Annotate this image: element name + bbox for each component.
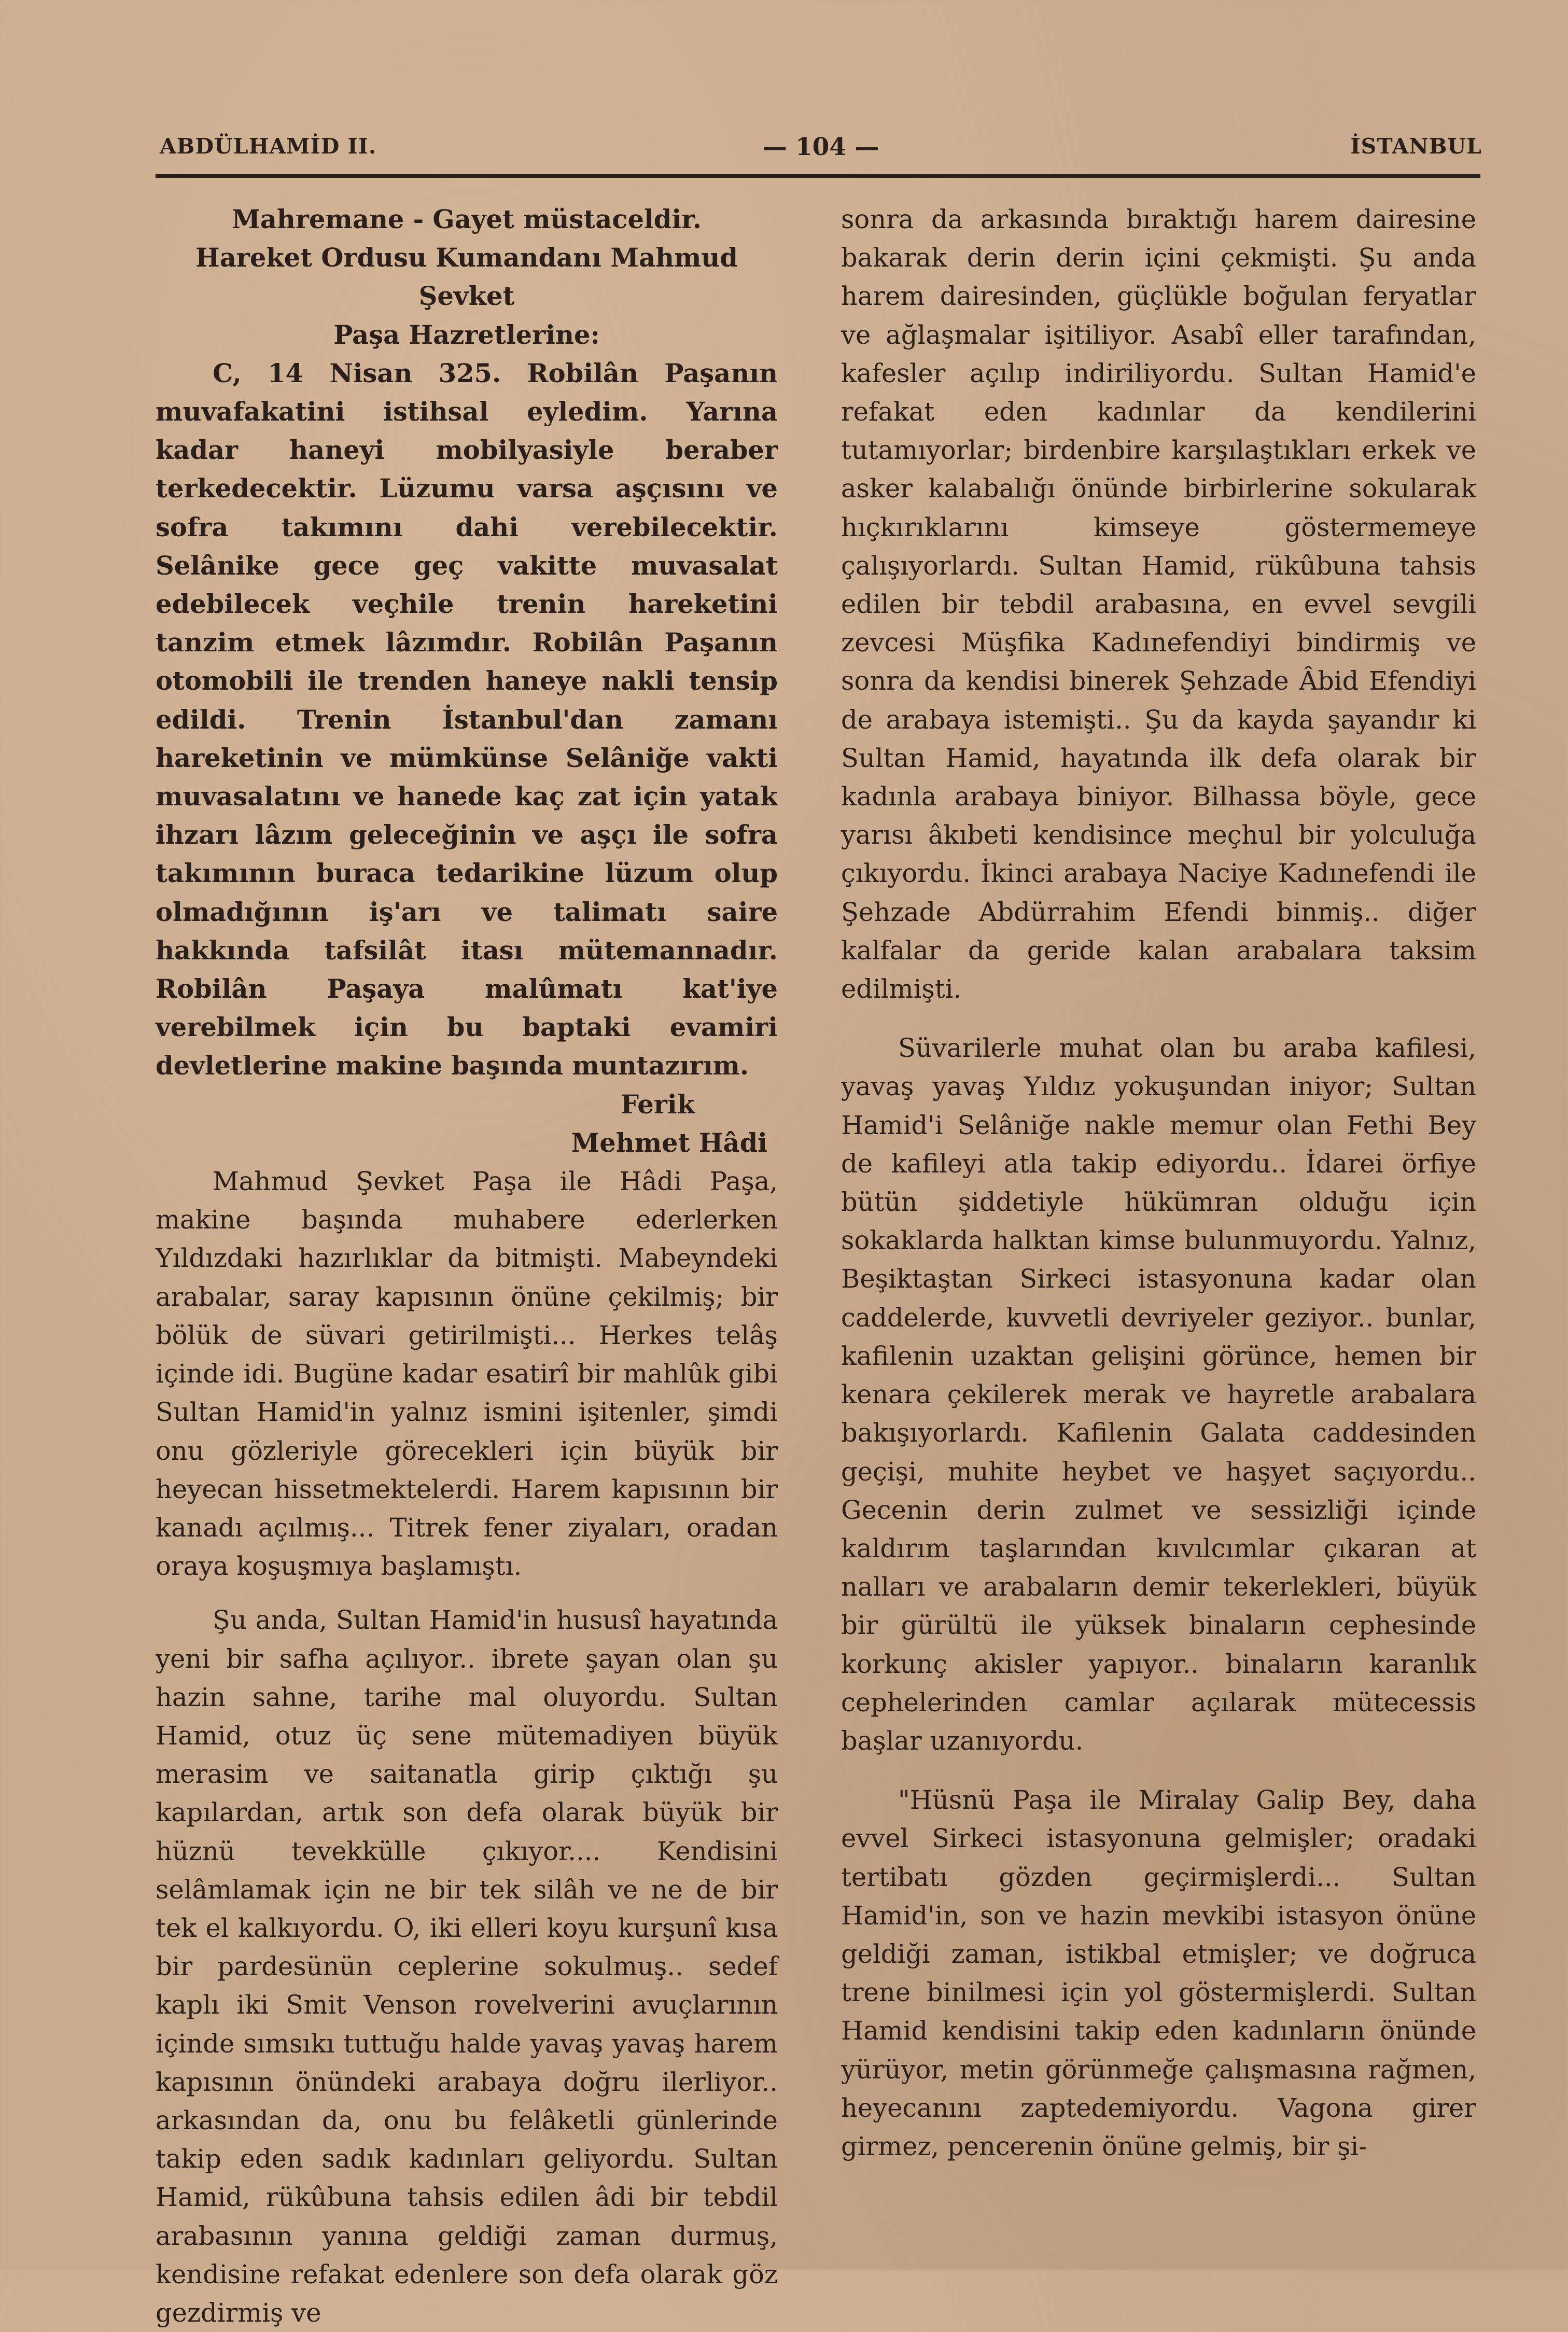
telegram-body: C, 14 Nisan 325. Robilân Paşanın muvafakatini istihsal eyledim. Yarına kadar haneyi mobilyasiyle beraber terkedecektir. Lüzumu varsa aşçısını ve sofra takımını dahi verebilecektir. Selânike gece geç vakitte muvasalat edebilecek veçhile trenin hareketini tanzim etmek lâzımdır. Robilân Paşanın otomobili ile trenden haneye nakli tensip edildi. Trenin İstanbul'dan zamanı hareketinin ve mümkünse Selâniğe vakti muvasalatını ve hanede kaç zat için yatak ihzarı lâzım geleceğinin ve aşçı ile sofra takımının buraca tedarikine lüzum olup olmadığının iş'arı ve talimatı saire hakkında tafsilât itası mütemannadır. Robilân Paşaya malûmatı kat'iye verebilmek için bu baptaki evamiri devletlerine makine başında muntazırım. [156,358,778,1081]
right-paragraph-2: Süvarilerle muhat olan bu araba kafilesi, yavaş yavaş Yıldız yokuşundan iniyor; Sultan Hamid'i Selâniğe nakle memur olan Fethi Bey de kafileyi atla takip ediyordu.. İdarei örfiye bütün şiddetiyle hükümran olduğu için sokaklarda halktan kimse bulunmuyordu. Yalnız, Beşiktaştan Sirkeci istasyonuna kadar olan caddelerde, kuvvetli devriyeler geziyor.. bunlar, kafilenin uzaktan gelişini görünce, hemen bir kenara çekilerek merak ve hayretle arabalara bakışıyorlardı. Kafilenin Galata caddesinden geçişi, muhite heybet ve haşyet saçıyordu.. Gecenin derin zulmet ve sessizliği içinde kaldırım taşlarından kıvılcımlar çıkaran at nalları ve arabaların demir tekerlekleri, büyük bir gürültü ile yüksek binaların cephesinde korkunç akisler yapıyor.. binaların karanlık cephelerinden camlar açılarak mütecessis başlar uzanıyordu. [841,1033,1476,1756]
telegram-heading-line-3: Paşa Hazretlerine: [333,319,600,350]
header-rule [156,174,1480,178]
running-header [160,134,1482,165]
right-paragraph-3: "Hüsnü Paşa ile Miralay Galip Bey, daha evvel Sirkeci istasyonuna gelmişler; oradaki tertibatı gözden geçirmişlerdi... Sultan Hamid'in, son ve hazin mevkibi istasyon önüne geldiği zaman, istikbal etmişler; ve doğruca trene binilmesi için yol göstermişlerdi. Sultan Hamid kendisini takip eden kadınların önünde yürüyor, metin görünmeğe çalışmasına rağmen, heyecanını zaptedemiyordu. Vagona girer girmez, pencerenin önüne gelmiş, bir şi- [841,1785,1476,2161]
telegram-heading-line-2: Hareket Ordusu Kumandanı Mahmud Şevket [195,243,738,312]
left-column [156,200,778,2332]
right-paragraph-1: sonra da arkasında bıraktığı harem dairesine bakarak derin derin içini çekmişti. Şu anda harem dairesinden, güçlükle boğulan feryatlar ve ağlaşmalar işitiliyor. Asabî eller tarafından, kafesler açılıp indiriliyordu. Sultan Hamid'e refakat eden kadınlar da kendilerini tutamıyorlar; birdenbire karşılaştıkları erkek ve asker kalabalığı önünde birbirlerine sokularak hıçkırıklarını kimseye göstermemeye çalışıyorlardı. Sultan Hamid, rükûbuna tahsis edilen bir tebdil arabasına, en evvel sevgili zevcesi Müşfika Kadınefendiyi bindirmiş ve sonra da kendisi binerek Şehzade Âbid Efendiyi de arabaya istemişti.. Şu da kayda şayandır ki Sultan Hamid, hayatında ilk defa olarak bir kadınla arabaya biniyor. Bilhassa böyle, gece yarısı âkıbeti kendisince meçhul bir yolculuğa çıkıyordu. İkinci arabaya Naciye Kadınefendi ile Şehzade Abdürrahim Efendi binmiş.. diğer kalfalar da geride kalan arabalara taksim edilmişti. [841,204,1476,1004]
signature-rank: Ferik [620,1089,695,1120]
page-number: — 104 — [762,133,879,161]
signature-name: Mehmet Hâdi [571,1127,767,1158]
header-right-title: İSTANBUL [1350,134,1482,159]
header-left-title: ABDÜLHAMİD II. [160,134,377,159]
telegram-heading-line-1: Mahremane - Gayet müstaceldir. [232,204,702,234]
left-paragraph-1: Mahmud Şevket Paşa ile Hâdi Paşa, makine başında muhabere ederlerken Yıldızdaki hazırlıklar da bitmişti. Mabeyndeki arabalar, saray kapısının önüne çekilmiş; bir bölük de süvari getirilmişti... Herkes telâş içinde idi. Bugüne kadar esatirî bir mahlûk gibi Sultan Hamid'in yalnız ismini işitenler, şimdi onu gözleriyle görecekleri için büyük bir heyecan hissetmektelerdi. Harem kapısının bir kanadı açılmış... Titrek fener ziyaları, oradan oraya koşuşmıya başlamıştı. [156,1166,778,1582]
left-paragraph-2: Şu anda, Sultan Hamid'in hususî hayatında yeni bir safha açılıyor.. ibrete şayan olan şu hazin sahne, tarihe mal oluyordu. Sultan Hamid, otuz üç sene mütemadiyen büyük merasim ve saitanatla girip çıktığı şu kapılardan, artık son defa olarak büyük bir hüznü tevekkülle çıkıyor.... Kendisini selâmlamak için ne bir tek silâh ve ne de bir tek el kalkıyordu. O, iki elleri koyu kurşunî kısa bir pardesünün ceplerine sokulmuş.. sedef kaplı iki Smit Venson rovelverini avuçlarının içinde sımsıkı tuttuğu halde yavaş yavaş harem kapısının önündeki arabaya doğru ilerliyor.. arkasından da, onu bu felâketli günlerinde takip eden sadık kadınları geliyordu. Sultan Hamid, rükûbuna tahsis edilen âdi bir tebdil arabasının yanına geldiği zaman durmuş, kendisine refakat edenlere son defa olarak göz gezdirmiş ve [156,1605,778,2328]
right-column [841,200,1476,2166]
